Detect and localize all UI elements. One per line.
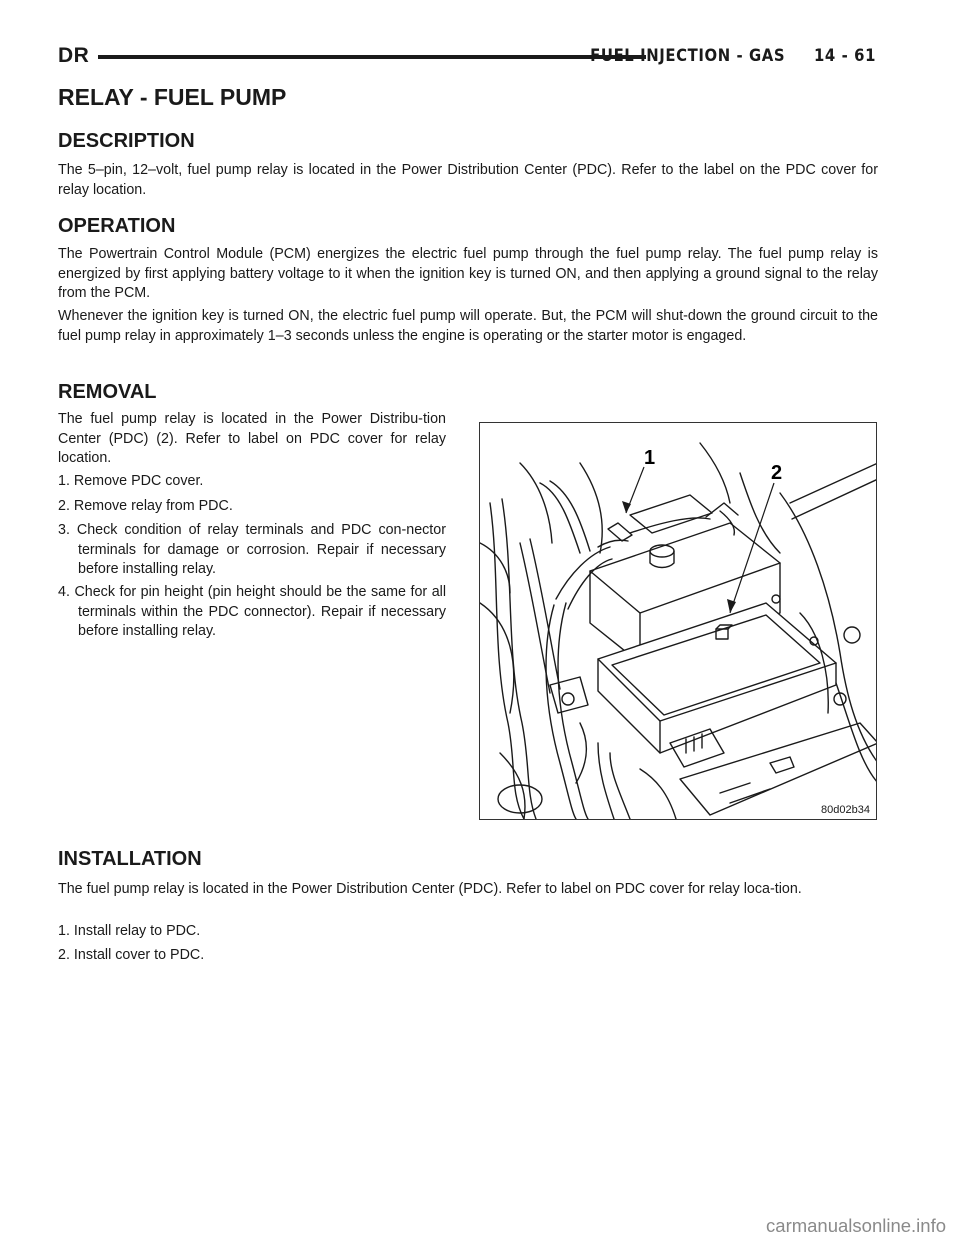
operation-paragraph-1: The Powertrain Control Module (PCM) energizes the electric fuel pump through the fuel pump relay. The fuel pump relay is energized by first applying battery voltage to it when the ignition key is turned ON, and then applying a ground signal to the relay from the PCM. xyxy=(58,246,878,302)
removal-step-1: 1. Remove PDC cover. xyxy=(58,473,204,489)
pdc-location-figure xyxy=(479,422,877,820)
page-title: RELAY - FUEL PUMP xyxy=(58,84,287,110)
removal-step-4: 4. Check for pin height (pin height should be the same for all terminals within the PDC connector). Repair if necessary before installing relay. xyxy=(58,584,446,640)
callout-2: 2 xyxy=(771,462,783,484)
description-text: The 5–pin, 12–volt, fuel pump relay is located in the Power Distribution Center (PDC). Refer to the label on the PDC cover for relay location. xyxy=(58,162,878,198)
installation-step-1: 1. Install relay to PDC. xyxy=(58,923,201,939)
engine-bay-illustration xyxy=(480,423,877,820)
operation-heading: OPERATION xyxy=(58,215,176,237)
header-model-code: DR xyxy=(58,44,90,67)
header-rule xyxy=(98,55,646,59)
page-header xyxy=(58,44,876,72)
removal-heading: REMOVAL xyxy=(58,381,157,403)
installation-step-2: 2. Install cover to PDC. xyxy=(58,947,205,963)
header-section-page: FUEL INJECTION - GAS 14 - 61 xyxy=(590,46,876,65)
removal-intro: The fuel pump relay is located in the Power Distribu-tion Center (PDC) (2). Refer to label on PDC cover for relay location. xyxy=(58,411,446,467)
removal-step-2: 2. Remove relay from PDC. xyxy=(58,498,233,514)
description-heading: DESCRIPTION xyxy=(58,130,195,152)
installation-intro: The fuel pump relay is located in the Power Distribution Center (PDC). Refer to label on PDC cover for relay loca-tion. xyxy=(58,881,802,897)
figure-code: 80d02b34 xyxy=(821,804,870,816)
operation-paragraph-2: Whenever the ignition key is turned ON, the electric fuel pump will operate. But, the PCM will shut-down the ground circuit to the fuel pump relay in approximately 1–3 seconds unless the engine is operating or the starter motor is engaged. xyxy=(58,308,878,344)
watermark: carmanualsonline.info xyxy=(766,1215,946,1236)
callout-1: 1 xyxy=(644,447,656,469)
installation-heading: INSTALLATION xyxy=(58,848,202,870)
removal-step-3: 3. Check condition of relay terminals and PDC con-nector terminals for damage or corrosion. Repair if necessary before installing relay. xyxy=(58,522,446,578)
